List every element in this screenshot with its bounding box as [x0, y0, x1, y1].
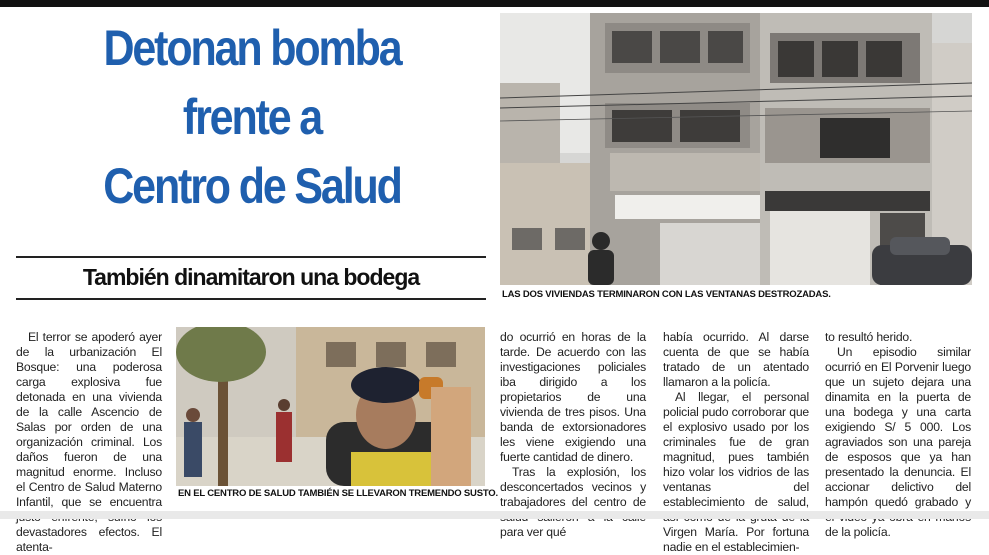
column-5-paragraph-2: Un episodio similar ocurrió en El Porvenir luego que un sujeto dejara una dinamita en la puerta de una bodega y una carta exigiendo S/ 5 000. Los agraviados son una pareja de esposos que ya han presentado la denuncia. El accionar delictivo del hampón quedó grabado y de la policía. [825, 345, 971, 539]
headline-line-1: Detonan bomba [103, 20, 401, 76]
bottom-bar [0, 511, 989, 519]
article-column-3 [500, 330, 646, 540]
photo-damaged-buildings-graphic [500, 13, 972, 285]
headline-line-3: Centro de Salud [103, 158, 401, 214]
subhead: También dinamitaron una bodega [82, 264, 420, 290]
article-column-5 [825, 330, 971, 540]
photo-health-center-graphic [176, 327, 485, 486]
photo-caption-health-center: EN EL CENTRO DE SALUD TAMBIÉN SE LLEVARON TREMENDO SUSTO. [178, 488, 498, 499]
column-3-paragraph-2: Tras la explosión, los desconcertados vecinos y trabajadores del centro de para ver qué [500, 465, 646, 539]
column-4-paragraph-2: Al llegar, el personal policial pudo corroborar que el explosivo usado por los criminales fue de gran magnitud, pues también hizo volar los vidrios de las ventanas del establecimiento de salud, Virgen María. Por fortuna nadie en el establecimien- [663, 390, 809, 554]
photo-health-center [176, 327, 485, 486]
column-5-paragraph-1: to resultó herido. [825, 330, 913, 344]
photo-damaged-buildings [500, 13, 972, 285]
headline [47, 14, 456, 221]
top-bar [0, 0, 989, 7]
subhead-rule-bottom [16, 298, 486, 300]
column-4-paragraph-1: había ocurrido. Al darse cuenta de que se había tratado de un atentado llamaron a la policía. [663, 330, 809, 389]
article-column-1 [16, 330, 162, 555]
article-column-4 [663, 330, 809, 555]
column-3-paragraph-1: do ocurrió en horas de la tarde. De acuerdo con las investigaciones policiales iba dirigido a los propietarios de una vivienda de tres pisos. Una banda de extorsionadores les viene exigiendo una fuerte cantidad de dinero. [500, 330, 646, 464]
subhead-rule-top [16, 256, 486, 258]
photo-caption-buildings: LAS DOS VIVIENDAS TERMINARON CON LAS VENTANAS DESTROZADAS. [502, 289, 831, 300]
column-1-paragraph-1: El terror se apoderó ayer de la urbanización El Bosque: una poderosa carga explosiva fue detonada en una vivienda de la calle Ascencio de Salas por orden de una organización criminal. Los daños fueron de una magnitud enorme. Incluso el Centro de Salud Materno Infantil, que se encuentra devastadores efectos. El atenta- [16, 330, 162, 554]
headline-line-2: frente a [182, 89, 322, 145]
